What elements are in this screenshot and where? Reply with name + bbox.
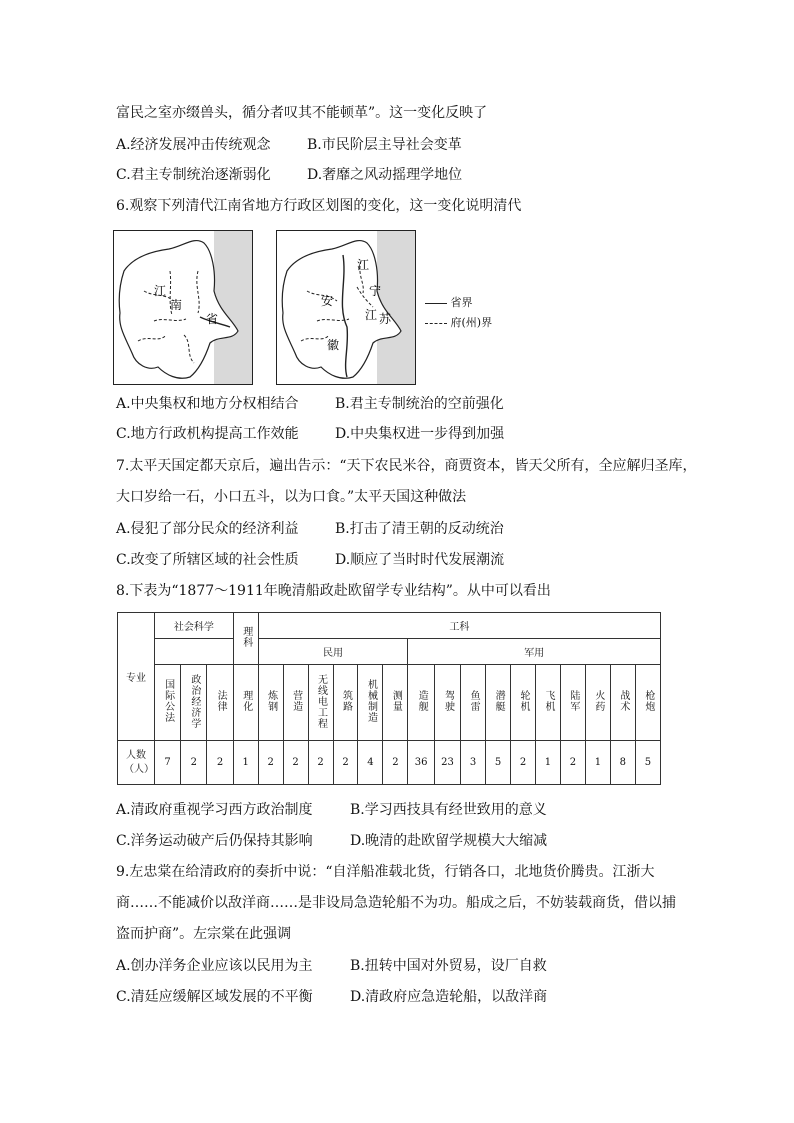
q7-option-c[interactable]: C.改变了所辖区域的社会性质 — [116, 552, 299, 568]
question-9-stem-line-1: 9.左忠棠在给清政府的奏折中说：“自洋船准载北货，行销各口，北地货价腾贵。江浙大 — [116, 864, 655, 880]
subject-cell: 法律 — [207, 665, 233, 741]
count-cell: 2 — [258, 741, 283, 785]
header-engineering: 工科 — [258, 613, 660, 639]
study-abroad-table — [117, 612, 661, 785]
q8-option-a[interactable]: A.清政府重视学习西方政治制度 — [116, 802, 313, 818]
map-before — [113, 230, 253, 385]
q6-option-c[interactable]: C.地方行政机构提高工作效能 — [116, 426, 299, 442]
count-cell: 2 — [283, 741, 308, 785]
subject-cell: 轮机 — [511, 665, 536, 741]
subject-cell: 国际公法 — [155, 665, 181, 741]
question-7-stem-line-1: 7.太平天国定都天京后，遍出告示：“天下农民米谷，商贾资本，皆天父所有，全应解归圣库， — [116, 458, 697, 474]
map-before-label-1: 江 — [154, 284, 167, 298]
question-7-stem-line-2: 大口岁给一石，小口五斗，以为口食。”太平天国这种做法 — [116, 489, 467, 505]
legend-prefecture — [425, 316, 492, 330]
q9-option-d[interactable]: D.清政府应急造轮船，以敌洋商 — [350, 989, 548, 1005]
map-after-label-3: 宁 — [369, 284, 382, 298]
subject-cell: 政治经济学 — [181, 665, 207, 741]
legend-prefecture-label: 府(州)界 — [450, 316, 493, 329]
count-cell: 5 — [635, 741, 660, 785]
subject-cell: 陆军 — [560, 665, 585, 741]
count-cell: 5 — [486, 741, 511, 785]
map-after-label-2: 安 — [321, 294, 334, 308]
map-after-label-6: 徽 — [327, 338, 340, 352]
subject-cell: 驾驶 — [434, 665, 460, 741]
q8-option-b[interactable]: B.学习西技具有经世致用的意义 — [350, 802, 547, 818]
count-cell: 4 — [358, 741, 383, 785]
subject-cell: 机械制造 — [358, 665, 383, 741]
count-cell: 2 — [333, 741, 358, 785]
count-cell: 1 — [536, 741, 561, 785]
header-major: 专业 — [118, 613, 155, 741]
q5-option-a[interactable]: A.经济发展冲击传统观念 — [116, 137, 271, 153]
count-cell: 2 — [181, 741, 207, 785]
q5-option-d[interactable]: D.奢靡之风动摇理学地位 — [307, 167, 463, 183]
subject-cell: 理化 — [233, 665, 258, 741]
q9-option-a[interactable]: A.创办洋务企业应该以民用为主 — [116, 958, 313, 974]
q6-option-a[interactable]: A.中央集权和地方分权相结合 — [116, 396, 299, 412]
question-9-stem-line-3: 盗而护商”。左宗棠在此强调 — [116, 926, 292, 942]
subject-cell: 炼钢 — [258, 665, 283, 741]
subject-cell: 无线电工程 — [308, 665, 333, 741]
q7-option-a[interactable]: A.侵犯了部分民众的经济利益 — [116, 521, 299, 537]
q9-option-c[interactable]: C.清廷应缓解区域发展的不平衡 — [116, 989, 313, 1005]
q5-option-c[interactable]: C.君主专制统治逐渐弱化 — [116, 167, 271, 183]
count-cell: 2 — [560, 741, 585, 785]
count-cell: 8 — [610, 741, 635, 785]
subject-cell: 测量 — [383, 665, 408, 741]
q8-option-d[interactable]: D.晚清的赴欧留学规模大大缩减 — [350, 833, 548, 849]
q8-option-c[interactable]: C.洋务运动破产后仍保持其影响 — [116, 833, 313, 849]
count-cell: 36 — [408, 741, 434, 785]
subject-row — [118, 665, 661, 741]
subject-cell: 枪炮 — [635, 665, 660, 741]
q6-option-b[interactable]: B.君主专制统治的空前强化 — [335, 396, 504, 412]
map-before-label-2: 南 — [170, 298, 183, 312]
subject-cell: 飞机 — [536, 665, 561, 741]
map-after-label-5: 苏 — [379, 312, 392, 326]
count-cell: 7 — [155, 741, 181, 785]
question-8-stem: 8.下表为“1877～1911年晚清船政赴欧留学专业结构”。从中可以看出 — [116, 583, 551, 599]
q5-option-b[interactable]: B.市民阶层主导社会变革 — [307, 137, 462, 153]
header-civil: 民用 — [258, 639, 408, 665]
count-cell: 2 — [207, 741, 233, 785]
map-before-label-3: 省 — [206, 312, 219, 326]
question-6-stem: 6.观察下列清代江南省地方行政区划图的变化，这一变化说明清代 — [116, 198, 522, 214]
subject-cell: 筑路 — [333, 665, 358, 741]
subject-cell: 营造 — [283, 665, 308, 741]
count-cell: 2 — [308, 741, 333, 785]
q6-option-d[interactable]: D.中央集权进一步得到加强 — [335, 426, 505, 442]
map-after-label-4: 江 — [365, 308, 378, 322]
legend-province-label: 省界 — [450, 296, 473, 309]
header-science: 理科 — [233, 613, 258, 665]
map-after-drawing — [277, 231, 415, 384]
map-before-drawing — [114, 231, 252, 384]
subject-cell: 战术 — [610, 665, 635, 741]
legend-province — [425, 296, 473, 310]
count-cell: 1 — [233, 741, 258, 785]
q7-option-d[interactable]: D.顺应了当时时代发展潮流 — [335, 552, 505, 568]
map-after-label-1: 江 — [357, 258, 370, 272]
q9-option-b[interactable]: B.扭转中国对外贸易，设厂自救 — [350, 958, 547, 974]
count-cell: 2 — [511, 741, 536, 785]
subject-cell: 鱼雷 — [461, 665, 486, 741]
count-row — [118, 741, 661, 785]
count-cell: 3 — [461, 741, 486, 785]
count-cell: 2 — [383, 741, 408, 785]
count-cell: 1 — [585, 741, 610, 785]
subject-cell: 火药 — [585, 665, 610, 741]
q7-option-b[interactable]: B.打击了清王朝的反动统治 — [335, 521, 504, 537]
row-label: 人数（人） — [118, 741, 155, 785]
count-cell: 23 — [434, 741, 460, 785]
question-9-stem-line-2: 商……不能减价以敌洋商……是非设局急造轮船不为功。船成之后，不妨装载商货，借以捕 — [116, 895, 676, 911]
header-social-science: 社会科学 — [155, 613, 234, 639]
subject-cell: 造舰 — [408, 665, 434, 741]
header-military: 军用 — [408, 639, 661, 665]
header-social-blank — [155, 639, 234, 665]
question-5-stem-tail: 富民之室亦缀兽头，循分者叹其不能顿革”。这一变化反映了 — [116, 105, 488, 121]
subject-cell: 潜艇 — [486, 665, 511, 741]
map-after — [276, 230, 416, 385]
